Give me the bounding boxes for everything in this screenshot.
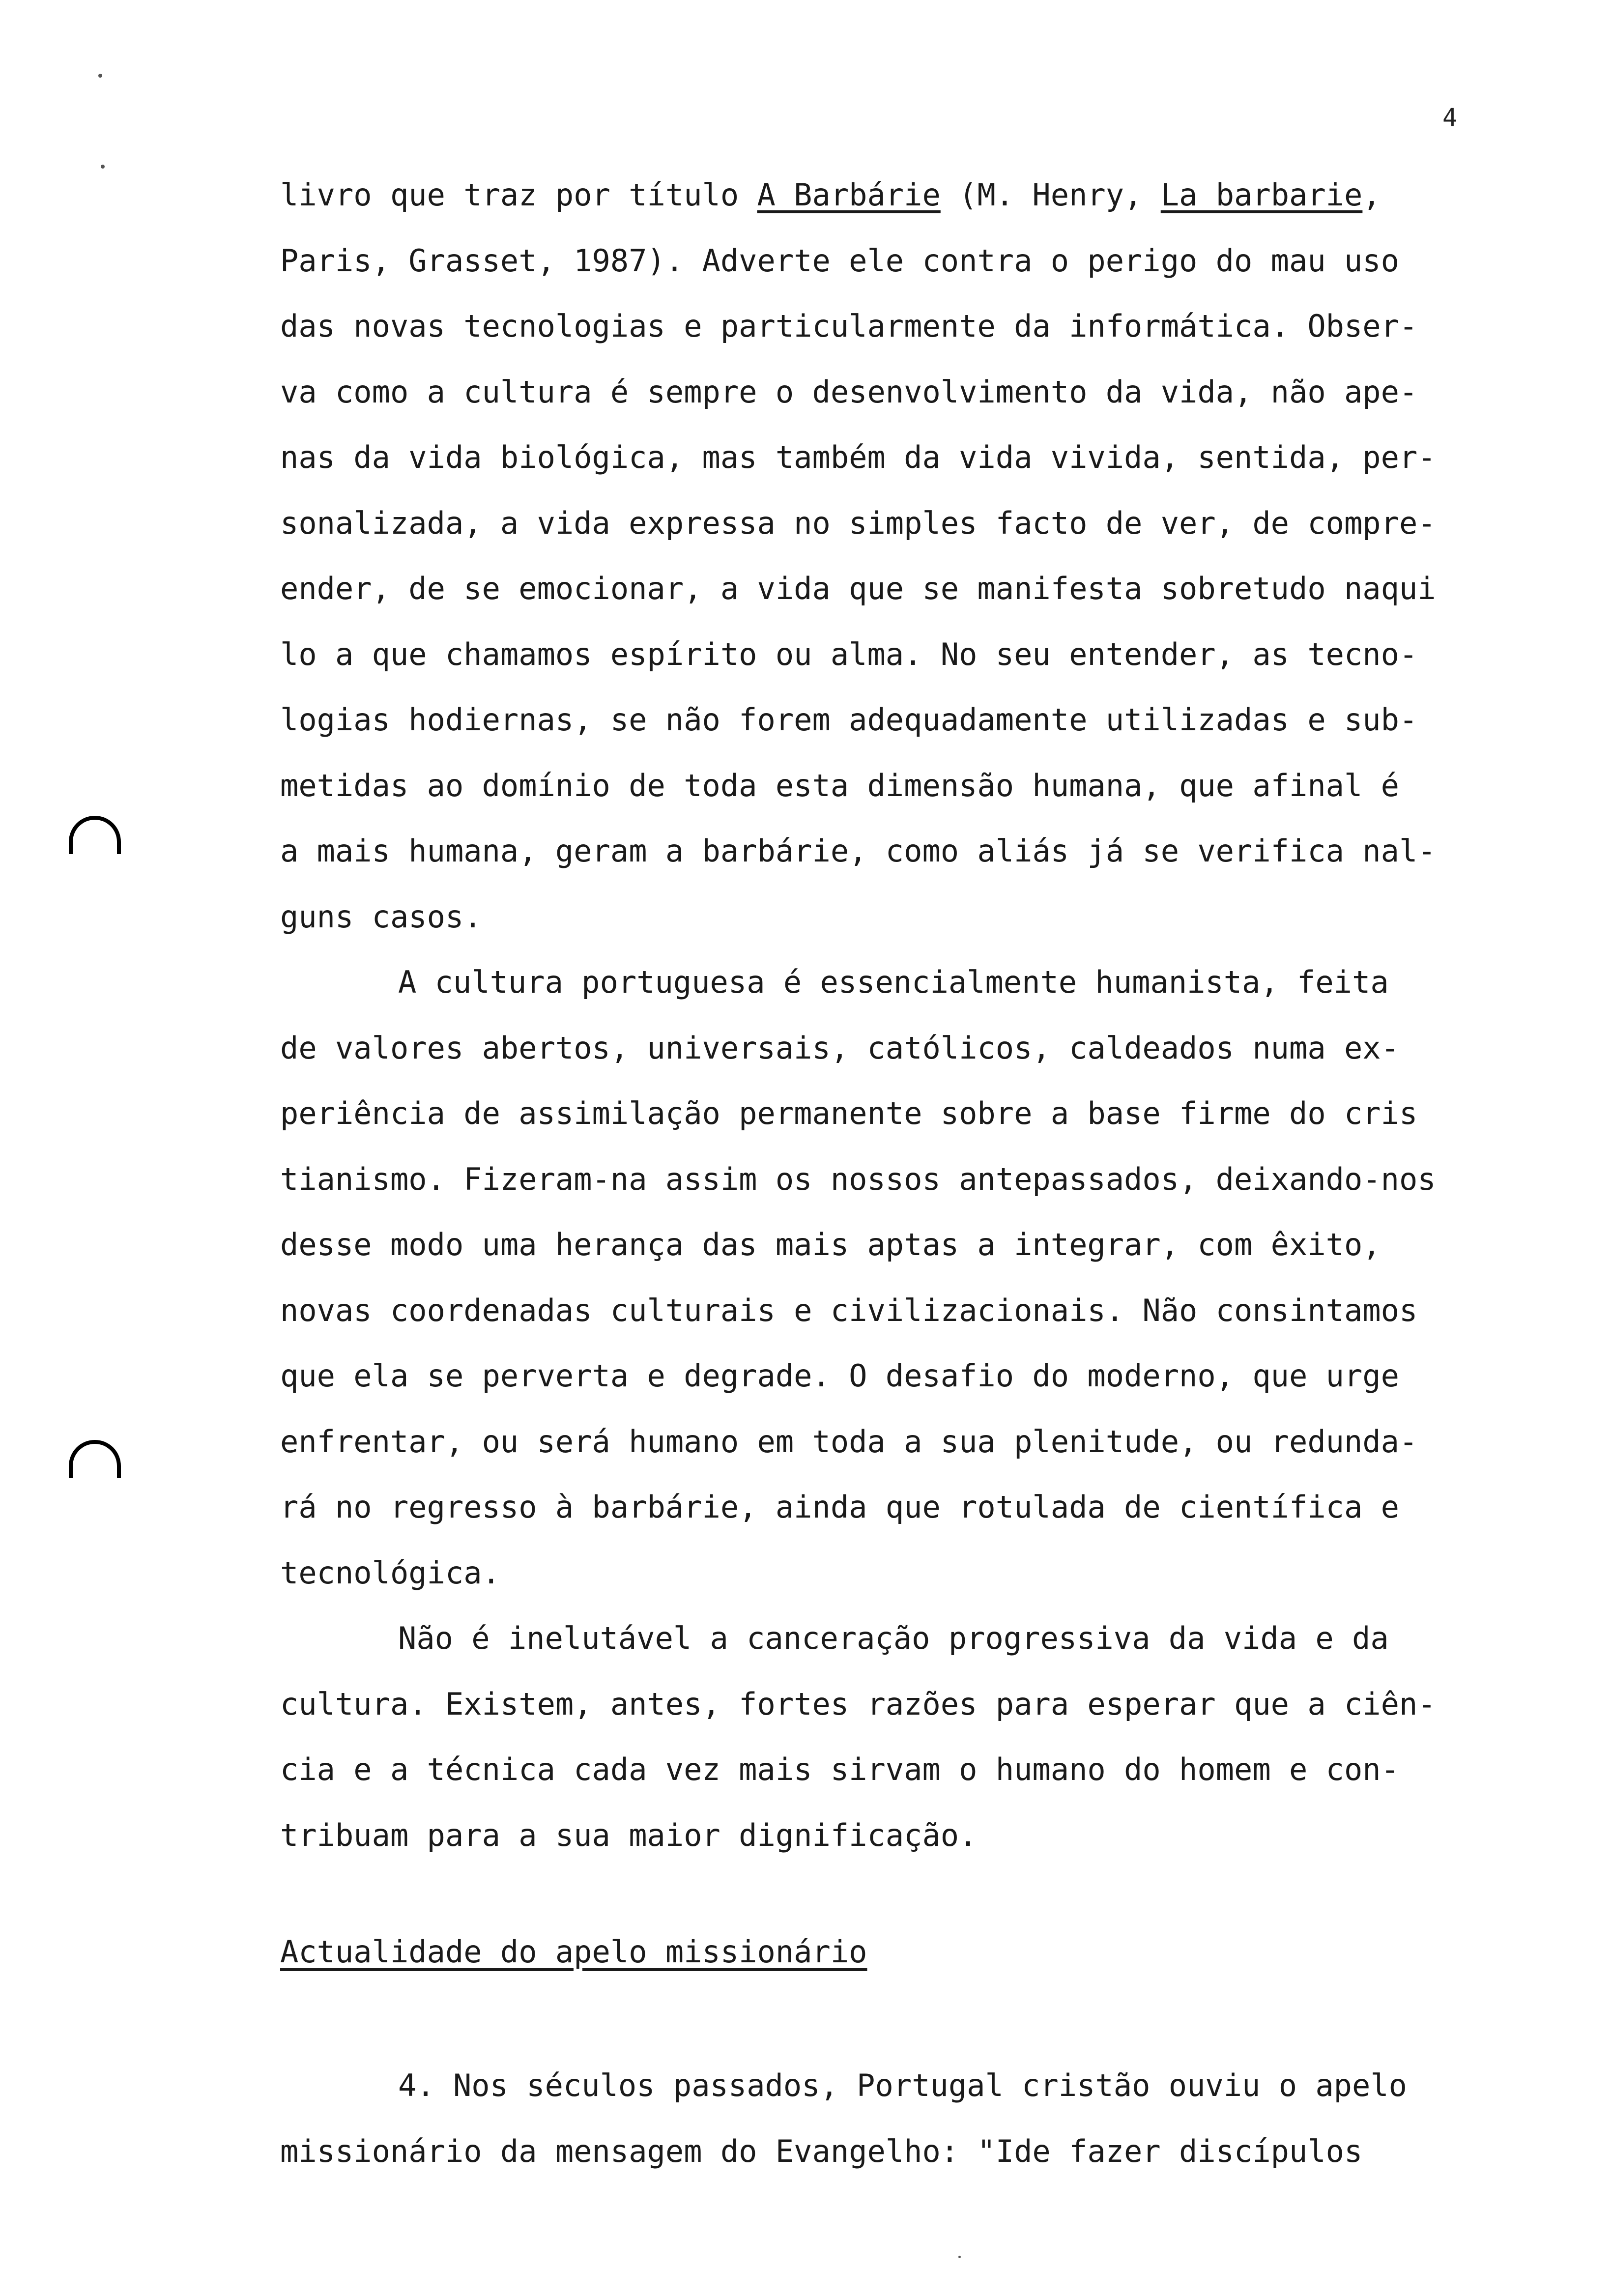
paragraph-3 [280,1606,1553,1868]
text-line: va como a cultura é sempre o desenvolvimento da vida, não ape- [280,373,1418,410]
scan-speck [958,2256,961,2258]
text-line: A cultura portuguesa é essencialmente humanista, feita [398,964,1389,1000]
text-line: enfrentar, ou será humano em toda a sua plenitude, ou redunda- [280,1423,1418,1460]
text-line: das novas tecnologias e particularmente da informática. Obser- [280,308,1418,344]
text-line: desse modo uma herança das mais aptas a integrar, com êxito, [280,1227,1381,1263]
text-line: lo a que chamamos espírito ou alma. No seu entender, as tecno- [280,636,1418,672]
text-line: tianismo. Fizeram-na assim os nossos antepassados, deixando-nos [280,1161,1436,1197]
text-line: tecnológica. [280,1554,500,1591]
text-line: a mais humana, geram a barbárie, como aliás já se verifica nal- [280,833,1436,869]
text-line: metidas ao domínio de toda esta dimensão humana, que afinal é [280,767,1399,804]
section-text [280,2022,1553,2214]
text-line: Não é inelutável a canceração progressiva da vida e da [398,1620,1389,1656]
book-title-original-underlined: La barbarie [1160,177,1363,213]
text-line: 4. Nos séculos passados, Portugal cristão ouviu o apelo [398,2067,1407,2103]
text-line: guns casos. [280,898,482,935]
book-title-underlined: A Barbárie [757,177,941,213]
text-line: novas coordenadas culturais e civilizacionais. Não consintamos [280,1292,1418,1328]
paragraph-4 [280,2053,1553,2184]
scan-speck [101,165,105,169]
text-line: de valores abertos, universais, católicos, caldeados numa ex- [280,1030,1399,1066]
scan-speck [98,74,102,78]
text-line: Paris, Grasset, 1987). Adverte ele contra o perigo do mau uso [280,242,1399,279]
punch-hole-mark [69,816,121,854]
paragraph-1 [280,162,1553,949]
text-line: logias hodiernas, se não forem adequadamente utilizadas e sub- [280,702,1418,738]
text-line: sonalizada, a vida expressa no simples facto de ver, de compre- [280,505,1436,541]
page-number: 4 [1442,103,1458,132]
text-line: missionário da mensagem do Evangelho: "Ide fazer discípulos [280,2133,1363,2169]
body-text [280,162,1553,1868]
text-line: tribuam para a sua maior dignificação. [280,1817,978,1853]
text-line: que ela se perverta e degrade. O desafio do moderno, que urge [280,1358,1399,1394]
section-heading: Actualidade do apelo missionário [280,1934,867,1970]
text-line: cultura. Existem, antes, fortes razões para esperar que a ciên- [280,1686,1436,1722]
text-line: livro que traz por título A Barbárie (M. Henry, La barbarie, [280,177,1381,213]
text-line: ender, de se emocionar, a vida que se manifesta sobretudo naqui [280,571,1436,606]
text-line: rá no regresso à barbárie, ainda que rotulada de científica e [280,1489,1399,1525]
punch-hole-mark [69,1440,121,1478]
text-line: cia e a técnica cada vez mais sirvam o humano do homem e con- [280,1751,1399,1787]
text-line: periência de assimilação permanente sobre a base firme do cris [280,1095,1418,1131]
text-line: nas da vida biológica, mas também da vida vivida, sentida, per- [280,439,1436,475]
paragraph-2 [280,949,1553,1606]
